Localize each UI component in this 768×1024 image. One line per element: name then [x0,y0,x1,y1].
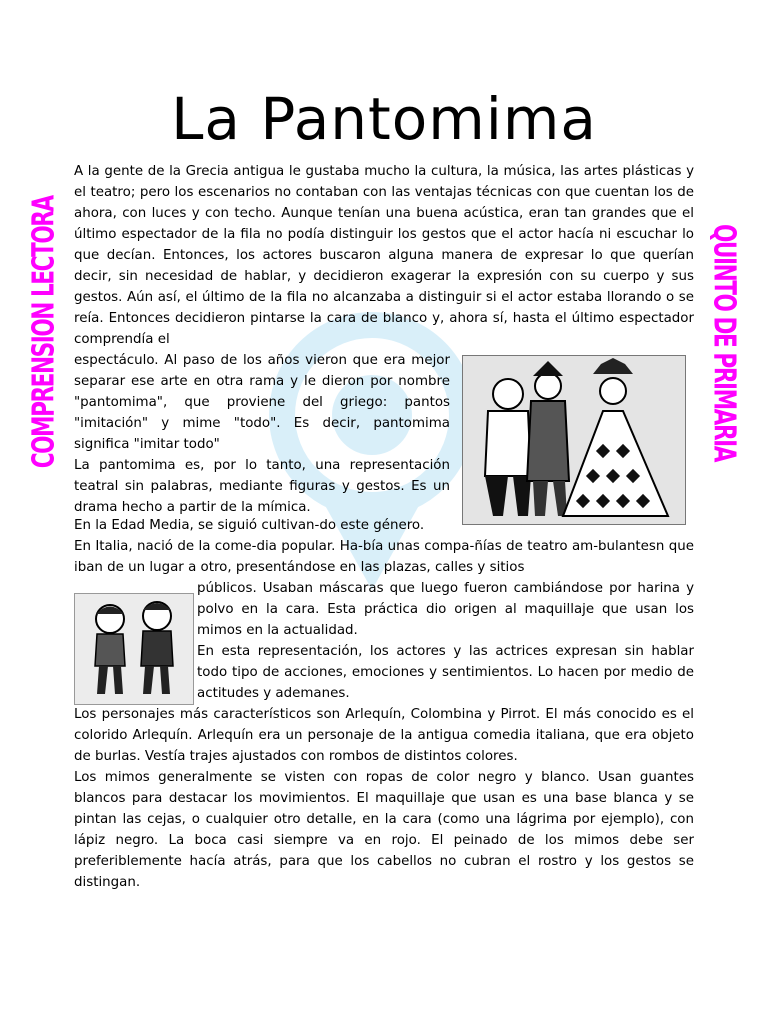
paragraph: En esta representación, los actores y las actrices expresan sin hablar todo tipo de acciones, emociones y sentimientos. Lo hacen por medio de actitudes y ademanes. [197,644,694,701]
harlequin-illustration [462,355,686,525]
paragraph: Los mimos generalmente se visten con ropas de color negro y blanco. Usan guantes blancos para destacar los movimientos. El maquillaje que usan es una base blanca y se pintan las cejas, o cualquier otro detalle, en la cara (como una lágrima por ejemplo), con lápiz negro. La boca casi siempre va en rojo. El peinado de los mimos debe ser preferiblemente hacía atrás, para que los cabellos no cubran el rostro y los gestos se distingan. [74,770,694,890]
text-block-beside-image [74,350,450,518]
paragraph: En Italia, nació de la come-dia popular. Ha-bía unas compa-ñías de teatro am-bulantesn que iban de un lugar a otro, presentándose en las plazas, calles y sitios [74,539,694,575]
text-block-middle [74,515,694,578]
page-title: La Pantomima [171,85,597,153]
text-block-closing [74,704,694,893]
paragraph: A la gente de la Grecia antigua le gustaba mucho la cultura, la música, las artes plásticas y el teatro; pero los escenarios no contaban con las ventajas técnicas con que cuentan los de ahora, con luces y con techo. Aunque tenían una buena acústica, eran tan grandes que el último espectador de la fila no podía distinguir los gestos que el actor hacía ni escuchar lo que decían. Entonces, los actores buscaron alguna manera de expresar lo que querían decir, sin necesidad de hablar, y decidieron exagerar la expresión con su cuerpo y sus gestos. Aún así, el último de la fila no alcanzaba a distinguir si el actor estaba llorando o se reía. Entonces decidieron pintarse la cara de blanco y, ahora sí, hasta el último espectador comprendía el [74,164,694,347]
paragraph: espectáculo. Al paso de los años vieron que era mejor separar ese arte en otra rama y le dieron por nombre "pantomima", que proviene del griego: pantos "imitación" y mime "todo". Es decir, pantomima significa "imitar todo" [74,353,450,452]
paragraph: Los personajes más característicos son Arlequín, Colombina y Pirrot. El más conocido es el colorido Arlequín. Arlequín era un personaje de la antigua comedia italiana, que era objeto de burlas. Vestía trajes ajustados con rombos de distintos colores. [74,707,694,764]
paragraph: La pantomima es, por lo tanto, una representación teatral sin palabras, mediante figuras y gestos. Es un drama hecho a partir de la mímica. [74,458,450,515]
text-block-beside-small-image [197,578,694,704]
text-block-intro [74,161,694,350]
paragraph: En la Edad Media, se siguió cultivan-do este género. [74,518,425,533]
mime-kids-illustration [74,593,194,705]
paragraph: públicos. Usaban máscaras que luego fueron cambiándose por harina y polvo en la cara. Esta práctica dio origen al maquillaje que usan los mimos en la actualidad. [197,581,694,638]
